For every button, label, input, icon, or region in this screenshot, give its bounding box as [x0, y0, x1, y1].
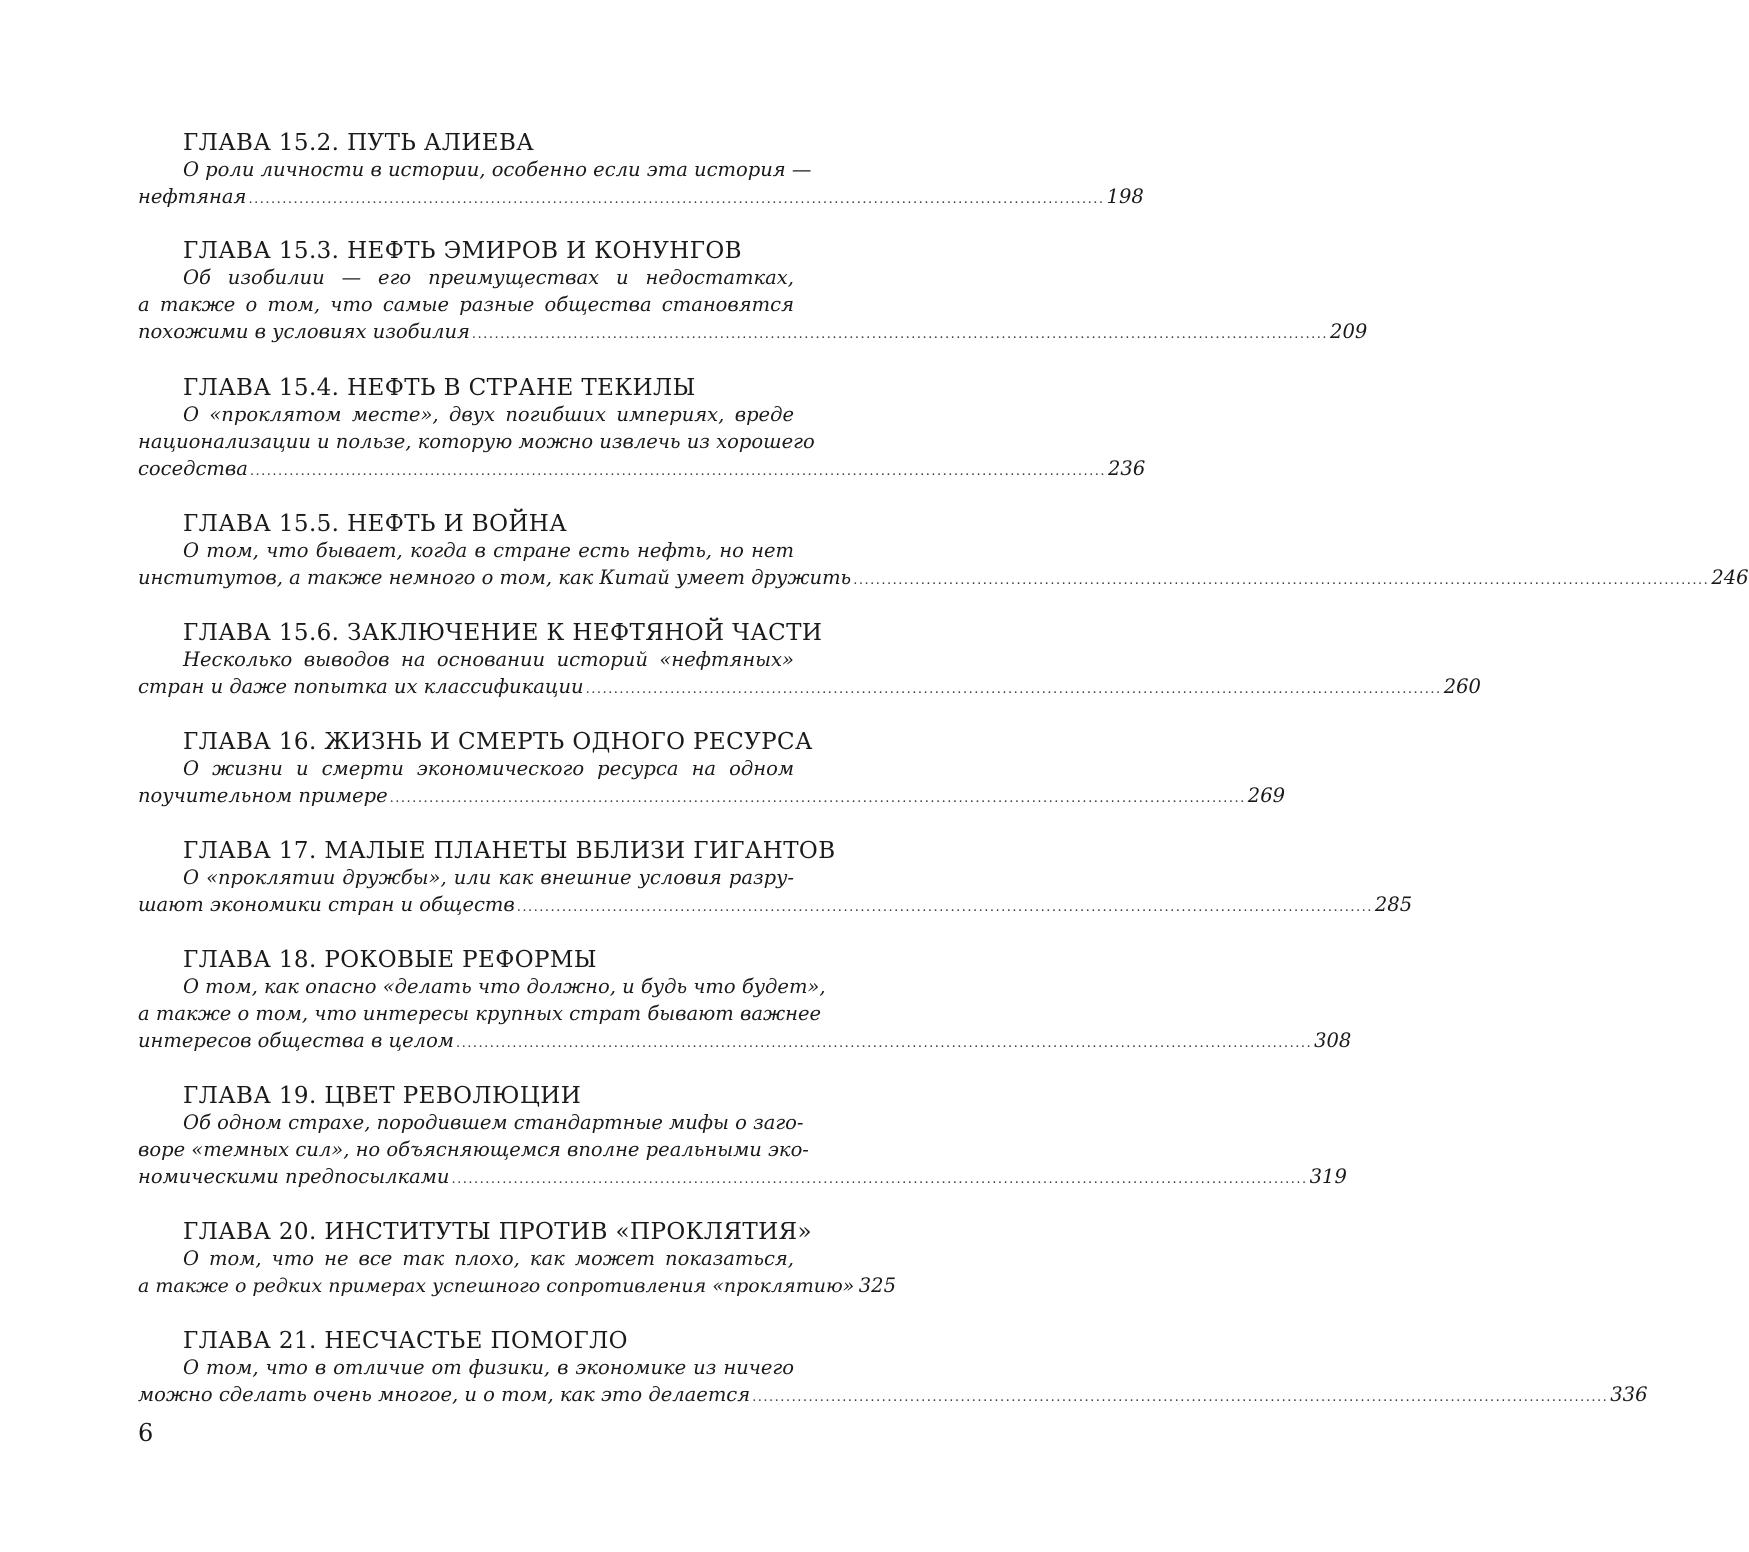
description-text: шают экономики стран и обществ: [138, 893, 515, 916]
chapter-description-last: [138, 1272, 896, 1302]
page-ref[interactable]: 246: [1711, 566, 1749, 589]
chapter-description: Об изобилии — его преимуществах и недостатках,: [183, 266, 794, 289]
dot-leader: ........................................................................................................................................................: [516, 900, 1373, 915]
chapter-description: воре «темных сил», но объясняющемся вполне реальными эко-: [138, 1138, 809, 1161]
chapter-title: ГЛАВА 15.6. ЗАКЛЮЧЕНИЕ К НЕФТЯНОЙ ЧАСТИ: [183, 620, 823, 646]
chapter-description-last: [138, 1163, 1347, 1193]
chapter-title: ГЛАВА 18. РОКОВЫЕ РЕФОРМЫ: [183, 947, 597, 973]
chapter-title: ГЛАВА 19. ЦВЕТ РЕВОЛЮЦИИ: [183, 1083, 582, 1109]
description-text: стран и даже попытка их классификации: [138, 675, 584, 698]
page-ref[interactable]: 269: [1247, 784, 1286, 807]
dot-leader: ........................................................................................................................................................: [389, 791, 1246, 806]
description-text: а также о редких примерах успешного сопротивления «проклятию»: [138, 1275, 855, 1297]
description-text: интересов общества в целом: [138, 1029, 454, 1052]
description-text: нефтяная: [138, 185, 247, 208]
description-text: поучительном примере: [138, 784, 388, 807]
chapter-description-last: [138, 782, 1286, 812]
description-text: номическими предпосылками: [138, 1165, 450, 1188]
page-ref[interactable]: 336: [1610, 1383, 1648, 1406]
chapter-description-last: [138, 455, 1146, 485]
chapter-description: О «проклятии дружбы», или как внешние условия разру-: [183, 866, 794, 889]
page-ref[interactable]: 319: [1309, 1165, 1347, 1188]
chapter-description: О «проклятом месте», двух погибших империях, вреде: [183, 403, 794, 426]
dot-leader: ........................................................................................................................................................: [752, 1390, 1609, 1405]
description-text: институтов, а также немного о том, как Китай умеет дружить: [138, 566, 852, 589]
page-ref[interactable]: 236: [1108, 457, 1146, 480]
chapter-description-last: [138, 891, 1413, 921]
chapter-description: а также о том, что самые разные общества становятся: [138, 293, 794, 316]
chapter-description: национализации и пользе, которую можно извлечь из хорошего: [138, 430, 815, 453]
dot-leader: ........................................................................................................................................................: [455, 1036, 1313, 1051]
dot-leader: ........................................................................................................................................................: [853, 573, 1710, 588]
chapter-title: ГЛАВА 17. МАЛЫЕ ПЛАНЕТЫ ВБЛИЗИ ГИГАНТОВ: [183, 838, 836, 864]
chapter-description-last: [138, 1027, 1352, 1057]
chapter-description-last: [138, 1381, 1648, 1411]
chapter-title: ГЛАВА 16. ЖИЗНЬ И СМЕРТЬ ОДНОГО РЕСУРСА: [183, 729, 813, 755]
chapter-title: ГЛАВА 15.2. ПУТЬ АЛИЕВА: [183, 130, 535, 156]
page-number: 6: [138, 1419, 154, 1447]
chapter-title: ГЛАВА 15.4. НЕФТЬ В СТРАНЕ ТЕКИЛЫ: [183, 375, 696, 401]
dot-leader: ........................................................................................................................................................: [249, 464, 1106, 479]
chapter-description-last: [138, 318, 1368, 348]
chapter-description-last: [138, 564, 1749, 594]
chapter-description: О роли личности в истории, особенно если эта история —: [183, 158, 812, 181]
chapter-description: О том, что бывает, когда в стране есть нефть, но нет: [183, 539, 794, 562]
chapter-description-last: [138, 183, 1144, 213]
chapter-description: О том, что в отличие от физики, в экономике из ничего: [183, 1356, 794, 1379]
dot-leader: ........................................................................................................................................................: [248, 192, 1105, 207]
page-ref[interactable]: 260: [1443, 675, 1481, 698]
chapter-description: Об одном страхе, породившем стандартные мифы о заго-: [183, 1111, 804, 1134]
page-ref[interactable]: 198: [1106, 185, 1144, 208]
chapter-description: Несколько выводов на основании историй «нефтяных»: [183, 648, 794, 671]
description-text: соседства: [138, 457, 248, 480]
page-ref[interactable]: 308: [1314, 1029, 1352, 1052]
chapter-description: О том, что не все так плохо, как может показаться,: [183, 1247, 794, 1270]
dot-leader: ........................................................................................................................................................: [471, 327, 1329, 342]
chapter-title: ГЛАВА 20. ИНСТИТУТЫ ПРОТИВ «ПРОКЛЯТИЯ»: [183, 1219, 812, 1245]
chapter-description: а также о том, что интересы крупных страт бывают важнее: [138, 1002, 822, 1025]
chapter-title: ГЛАВА 21. НЕСЧАСТЬЕ ПОМОГЛО: [183, 1328, 628, 1354]
description-text: похожими в условиях изобилия: [138, 320, 470, 343]
chapter-description: О жизни и смерти экономического ресурса на одном: [183, 757, 794, 780]
description-text: можно сделать очень многое, и о том, как это делается: [138, 1383, 751, 1406]
page-ref[interactable]: 325: [858, 1274, 896, 1297]
dot-leader: ........................................................................................................................................................: [585, 682, 1442, 697]
page-ref[interactable]: 285: [1374, 893, 1413, 916]
chapter-description: О том, как опасно «делать что должно, и будь что будет»,: [183, 975, 826, 998]
page-ref[interactable]: 209: [1330, 320, 1368, 343]
dot-leader: ........................................................................................................................................................: [451, 1172, 1308, 1187]
chapter-title: ГЛАВА 15.5. НЕФТЬ И ВОЙНА: [183, 511, 568, 537]
chapter-description-last: [138, 673, 1481, 703]
chapter-title: ГЛАВА 15.3. НЕФТЬ ЭМИРОВ И КОНУНГОВ: [183, 238, 742, 264]
